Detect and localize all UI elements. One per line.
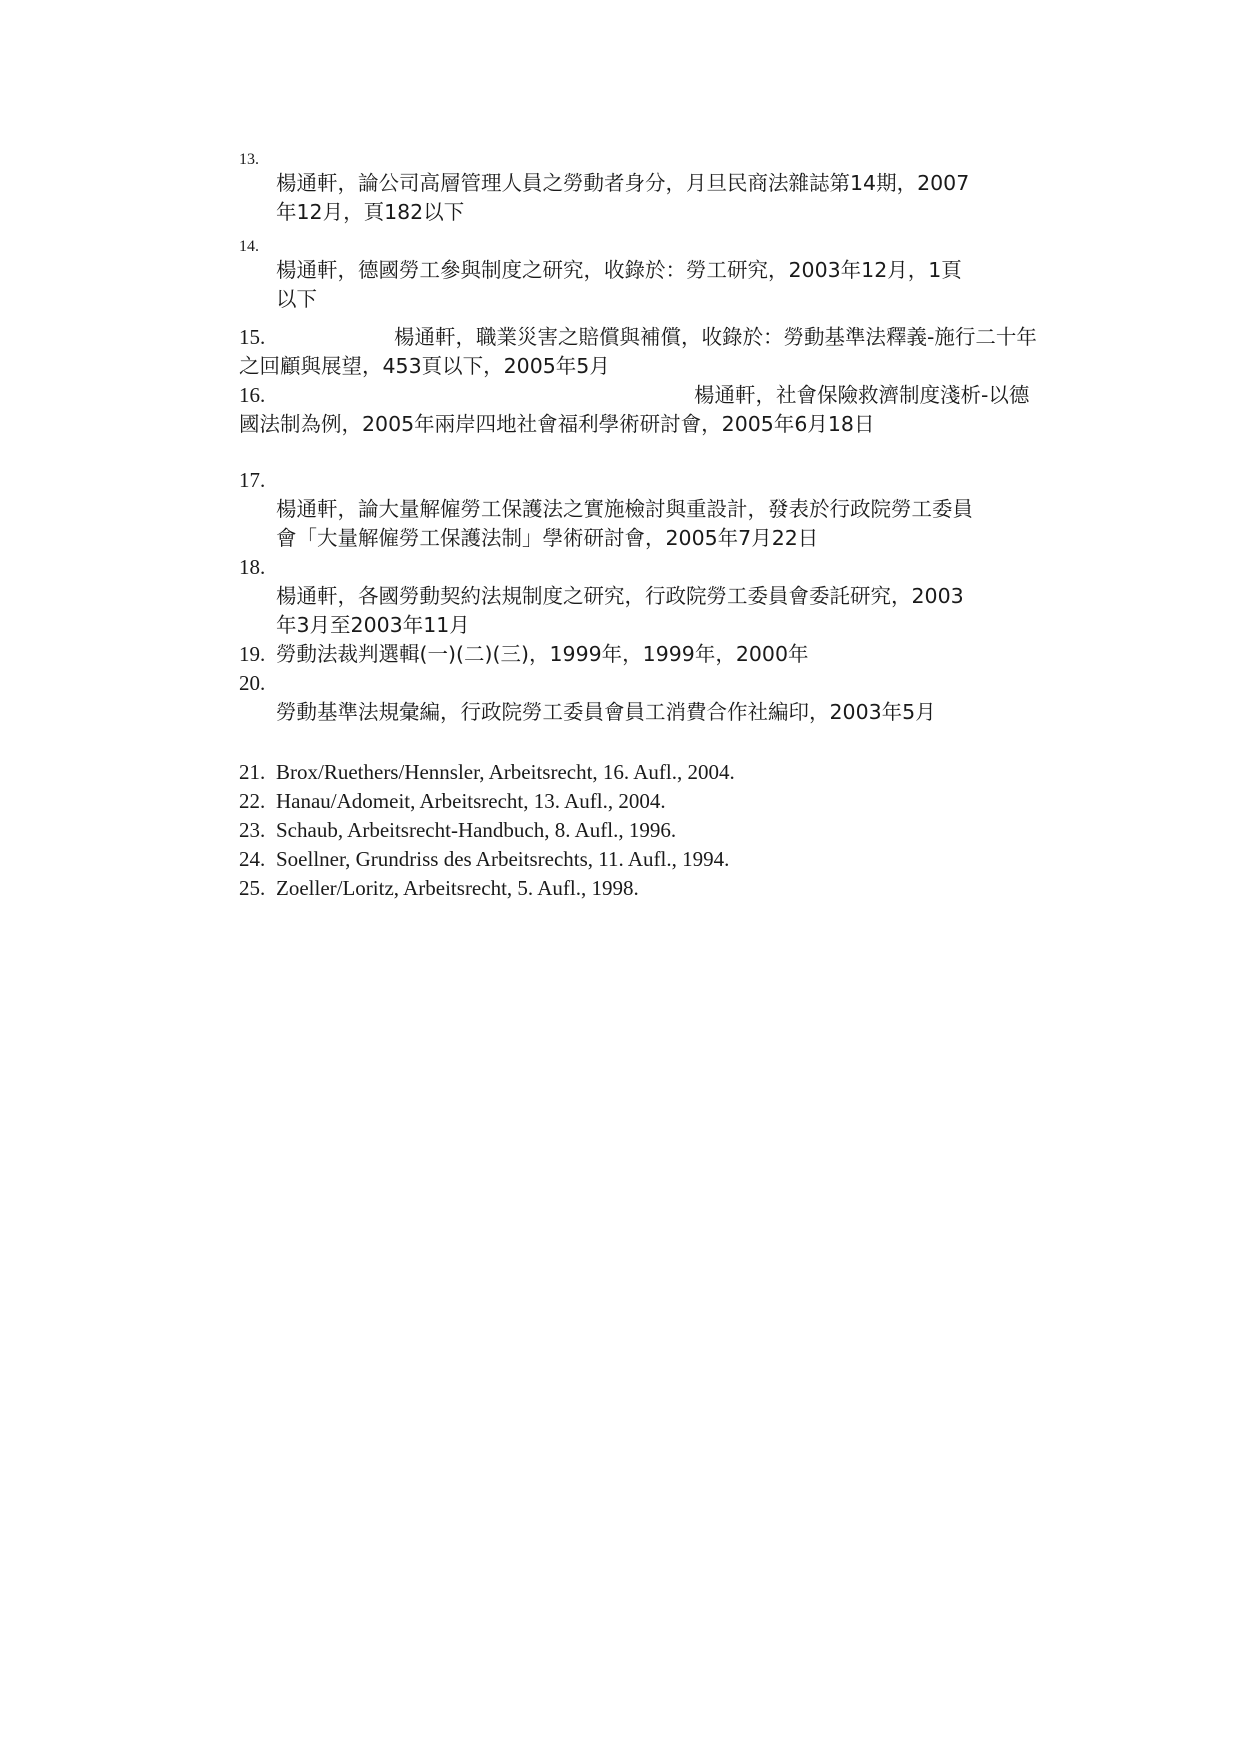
reference-item-22	[239, 789, 1059, 818]
reference-text: 楊通軒，論大量解僱勞工保護法之實施檢討與重設計，發表於行政院勞工委員會「大量解僱勞工保護法制」學術研討會，2005年7月22日	[276, 497, 973, 550]
reference-number: 15.	[239, 325, 266, 349]
reference-text: Zoeller/Loritz, Arbeitsrecht, 5. Aufl., 1998.	[276, 876, 639, 900]
reference-item-23	[239, 818, 1059, 847]
reference-item-24	[239, 847, 1059, 876]
reference-number: 25.	[239, 876, 266, 900]
reference-number: 16.	[239, 383, 266, 407]
reference-number: 21.	[239, 760, 266, 784]
reference-text: Hanau/Adomeit, Arbeitsrecht, 13. Aufl., 2004.	[276, 789, 666, 813]
reference-number: 23.	[239, 818, 266, 842]
reference-item-21	[239, 760, 1059, 789]
reference-item-14	[239, 237, 1059, 325]
reference-text: 楊通軒，論公司高層管理人員之勞動者身分，月旦民商法雜誌第14期，2007年12月，頁182以下	[276, 171, 970, 224]
reference-item-19	[239, 642, 1059, 671]
reference-text: 勞動基準法規彙編，行政院勞工委員會員工消費合作社編印，2003年5月	[276, 700, 936, 724]
reference-number: 13.	[239, 151, 259, 168]
reference-number: 18.	[239, 555, 266, 579]
reference-item-20	[239, 671, 1059, 760]
reference-text: Brox/Ruethers/Hennsler, Arbeitsrecht, 16. Aufl., 2004.	[276, 760, 735, 784]
reference-item-16	[239, 383, 1059, 468]
reference-number: 19.	[239, 642, 266, 666]
reference-number: 14.	[239, 238, 259, 255]
reference-number: 17.	[239, 468, 266, 492]
reference-item-15	[239, 325, 1059, 383]
reference-text: 楊通軒，職業災害之賠償與補償，收錄於：勞動基準法釋義-施行二十年之回顧與展望，453頁以下，2005年5月	[239, 325, 1037, 378]
reference-number: 20.	[239, 671, 266, 695]
reference-text: 楊通軒，德國勞工參與制度之研究，收錄於：勞工研究，2003年12月，1頁以下	[276, 258, 962, 311]
reference-item-17	[239, 468, 1059, 555]
reference-text: 楊通軒，社會保險救濟制度淺析-以德國法制為例，2005年兩岸四地社會福利學術研討會，2005年6月18日	[239, 383, 1030, 436]
reference-list	[239, 150, 1059, 905]
reference-item-25	[239, 876, 1059, 905]
reference-text: Schaub, Arbeitsrecht-Handbuch, 8. Aufl., 1996.	[276, 818, 677, 842]
reference-number: 24.	[239, 847, 266, 871]
reference-item-13	[239, 150, 1059, 237]
reference-text: 勞動法裁判選輯(一)(二)(三)，1999年，1999年，2000年	[276, 642, 809, 666]
reference-item-18	[239, 555, 1059, 642]
reference-text: Soellner, Grundriss des Arbeitsrechts, 11. Aufl., 1994.	[276, 847, 730, 871]
reference-text: 楊通軒，各國勞動契約法規制度之研究，行政院勞工委員會委託研究，2003年3月至2003年11月	[276, 584, 964, 637]
reference-number: 22.	[239, 789, 266, 813]
